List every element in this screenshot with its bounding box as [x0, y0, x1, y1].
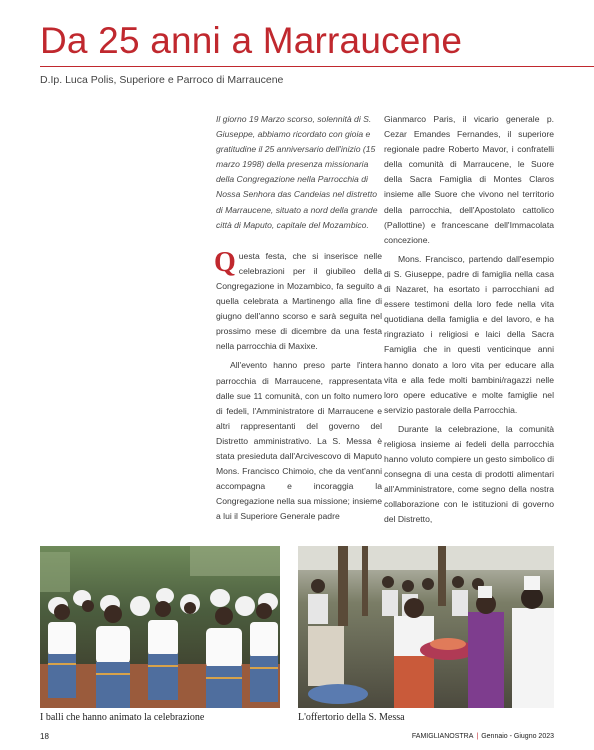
magazine-name: FAMIGLIANOSTRA — [411, 733, 474, 740]
page-number: 18 — [40, 732, 49, 741]
text-column-1 — [216, 112, 382, 524]
paragraph-2: All'evento hanno preso parte l'intera parrocchia di Marraucene, rappresentata dalle sue 11 comunità, con un folto numero di fedeli, l'Amministratore di Marraucene e altri rappresentanti del governo del Distretto amministrativo. La S. Messa è stata presieduta dall'Arcivescovo di Maputo Mons. Francisco Chimoio, che da vent'anni accompagna e incoraggia la Congregazione nella sua missione; insieme a lui il Superiore Generale padre — [216, 360, 382, 522]
article-intro: Il giorno 19 Marzo scorso, solennità di S. Giuseppe, abbiamo ricordato con gioia e gratitudine il 25 anniversario dell'inizio (15 marzo 1998) della presenza missionaria della Congregazione nella Parrocchia di Nossa Senhora das Candeias nel distretto di Marraucene, situato a nord della grande città di Maputo, capitale del Mozambico. — [216, 114, 378, 230]
paragraph-2-continued: Gianmarco Paris, il vicario generale p. Cezar Emandes Fernandes, il superiore regionale padre Roberto Mavor, i confratelli della comunità di Marraucene, le Suore della Sacra Famiglia di Montes Claros insieme alle Suore che vivono nel territorio della parrocchia, dell'Apostolato cattolico (Pallottine) e francescane dell'Immacolata concezione. — [384, 114, 554, 245]
photo-dancers — [40, 546, 280, 708]
drop-cap: Q — [214, 246, 236, 278]
paragraph-1 — [214, 246, 382, 355]
title-rule — [40, 66, 594, 67]
text-column-2 — [384, 112, 554, 532]
article-title: Da 25 anni a Marraucene — [40, 20, 463, 61]
paragraph-4: Durante la celebrazione, la comunità religiosa insieme ai fedeli della parrocchia hanno voluto compiere un gesto simbolico di consegna di una cesta di prodotti alimentari all'Amministratore, come segno della nostra collaborazione con le istituzioni di governo del Distretto, — [384, 423, 554, 525]
article-byline: D.Ip. Luca Polis, Superiore e Parroco di Marraucene — [40, 74, 284, 86]
photo-offertory — [298, 546, 554, 708]
footer-separator: | — [476, 733, 479, 740]
paragraph-1-text: uesta festa, che si inserisce nelle celebrazioni per il giubileo della Congregazione in Mozambico, fa seguito a quella celebrata a Martinengo alla fine di giugno dell'anno scorso e sarà seguita nel prossimo mese di dicembre da una festa nella parrocchia di Maxixe. — [216, 250, 382, 352]
paragraph-3: Mons. Francisco, partendo dall'esempio di S. Giuseppe, padre di famiglia nella casa di Nazaret, ha esortato i parrocchiani ad essere testimoni della loro fede nella vita quotidiana della famiglia e del lavoro, e ha ringraziato i religiosi e laici della Sacra Famiglia che in questi venticinque anni hanno donato a loro vita per educare alla vita e alla fede molti bambini/ragazzi nelle loro opere educative e molte famiglie nel servizio pastorale della Parrocchia. — [384, 253, 554, 415]
photo-caption-left: I balli che hanno animato la celebrazione — [40, 712, 205, 723]
issue-date: Gennaio - Giugno 2023 — [481, 733, 554, 740]
footer-magazine — [412, 733, 554, 740]
photo-caption-right: L'offertorio della S. Messa — [298, 712, 405, 723]
